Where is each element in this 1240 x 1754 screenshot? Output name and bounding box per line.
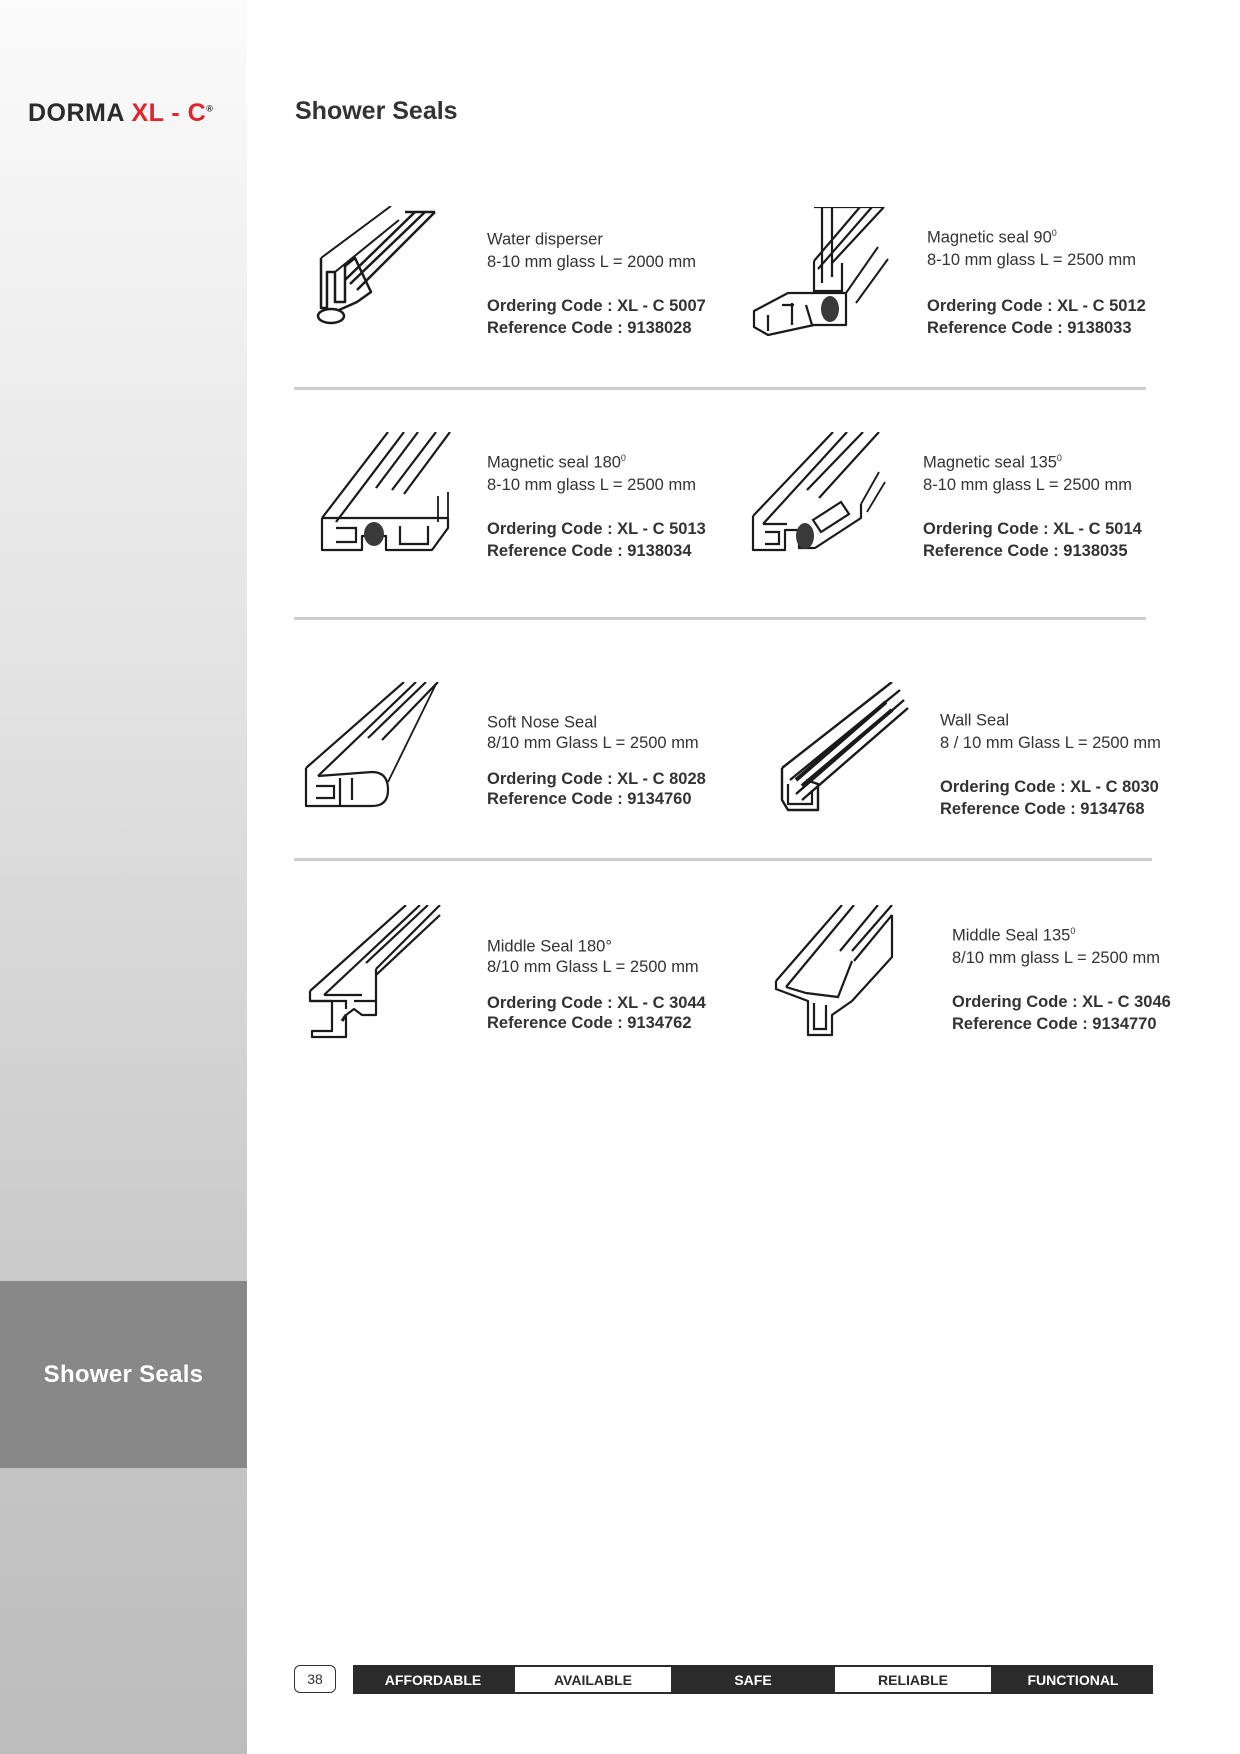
row-divider [294, 617, 1146, 620]
product-name: Magnetic seal $180^0$ [487, 453, 626, 472]
reference-code: Reference Code : 9134768 [940, 799, 1145, 818]
section-label: Shower Seals [43, 1360, 204, 1388]
tab-safe: SAFE [673, 1665, 833, 1694]
feature-tabs [353, 1665, 1153, 1694]
reference-code: Reference Code : 9138034 [487, 541, 692, 560]
tab-functional: FUNCTIONAL [993, 1665, 1153, 1694]
ordering-code: Ordering Code : XL - C 3046 [952, 992, 1171, 1011]
product-info [487, 224, 706, 339]
row-divider [294, 858, 1152, 861]
product-info [487, 447, 706, 562]
section-band [0, 1281, 247, 1468]
product-info [487, 932, 706, 1033]
product-name: Middle Seal $135^0$ [952, 926, 1076, 945]
ordering-code: Ordering Code : XL - C 5012 [927, 296, 1146, 315]
product-spec: 8/10 mm glass L = 2500 mm [952, 948, 1161, 967]
reference-code: Reference Code : 9138033 [927, 318, 1132, 337]
sidebar [0, 0, 247, 1754]
product-spec: 8-10 mm glass L = 2500 mm [927, 250, 1136, 269]
page-number: 38 [294, 1665, 336, 1693]
reference-code: Reference Code : 9138035 [923, 541, 1128, 560]
product-spec: 8-10 mm glass L = 2500 mm [923, 475, 1132, 494]
logo-brand: DORMA [28, 99, 125, 127]
product-spec: 8/10 mm Glass L = 2500 mm [487, 957, 699, 976]
ordering-code: Ordering Code : XL - C 5013 [487, 519, 706, 538]
product-info [487, 708, 706, 809]
ordering-code: Ordering Code : XL - C 3044 [487, 993, 706, 1012]
soft-nose-seal-profile-drawing [298, 682, 448, 814]
tab-available: AVAILABLE [513, 1665, 673, 1694]
page-title: Shower Seals [295, 97, 458, 125]
magnetic-seal-90-profile-drawing [748, 207, 898, 345]
logo-product: XL - C [131, 99, 207, 127]
product-info [940, 705, 1161, 820]
middle-seal-135-profile-drawing [766, 905, 916, 1045]
product-name: Wall Seal [940, 711, 1010, 730]
wall-seal-profile-drawing [766, 682, 916, 814]
product-name: Water disperser [487, 230, 603, 249]
magnetic-seal-135-profile-drawing [743, 432, 893, 564]
logo-registered-mark: ® [206, 103, 214, 114]
middle-seal-180-profile-drawing [302, 905, 452, 1045]
row-divider [294, 387, 1146, 390]
product-spec: 8 / 10 mm Glass L = 2500 mm [940, 733, 1161, 752]
tab-affordable: AFFORDABLE [353, 1665, 513, 1694]
product-name: Magnetic seal $90^0$ [927, 228, 1057, 247]
product-info [927, 222, 1146, 339]
reference-code: Reference Code : 9134770 [952, 1014, 1157, 1033]
brand-logo [28, 99, 213, 128]
product-name: Middle Seal 180° [487, 937, 612, 956]
product-info [952, 920, 1171, 1035]
reference-code: Reference Code : 9134762 [487, 1013, 692, 1032]
product-spec: 8-10 mm glass L = 2000 mm [487, 252, 696, 271]
tab-reliable: RELIABLE [833, 1665, 993, 1694]
ordering-code: Ordering Code : XL - C 5007 [487, 296, 706, 315]
ordering-code: Ordering Code : XL - C 8030 [940, 777, 1159, 796]
magnetic-seal-180-profile-drawing [308, 432, 458, 564]
product-spec: 8/10 mm Glass L = 2500 mm [487, 733, 699, 752]
product-spec: 8-10 mm glass L = 2500 mm [487, 475, 696, 494]
ordering-code: Ordering Code : XL - C 8028 [487, 769, 706, 788]
product-name: Soft Nose Seal [487, 713, 598, 732]
reference-code: Reference Code : 9134760 [487, 789, 692, 808]
reference-code: Reference Code : 9138028 [487, 318, 692, 337]
product-info [923, 447, 1142, 562]
product-name: Magnetic seal $135^0$ [923, 453, 1062, 472]
ordering-code: Ordering Code : XL - C 5014 [923, 519, 1142, 538]
water-disperser-profile-drawing [295, 206, 445, 341]
